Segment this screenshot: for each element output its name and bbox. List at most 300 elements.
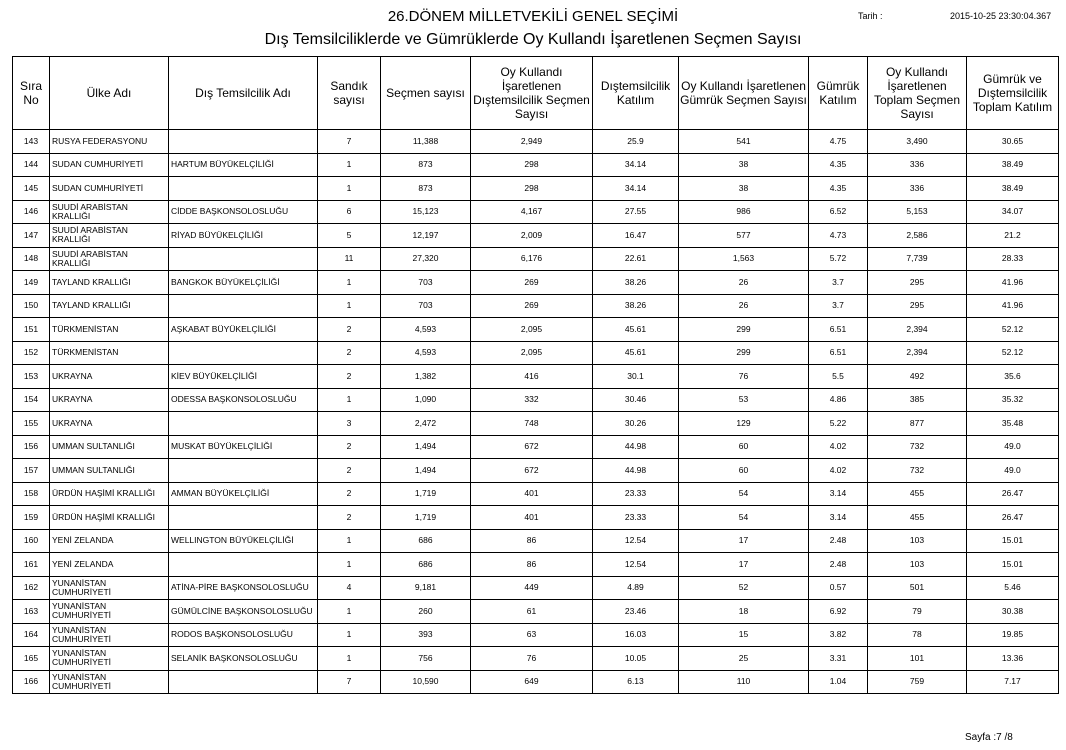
table-cell: 2,095	[471, 318, 593, 342]
table-cell: 873	[381, 177, 471, 201]
table-cell: 3.14	[809, 506, 868, 530]
table-cell: 1,563	[679, 247, 809, 271]
table-cell: 110	[679, 670, 809, 694]
table-row	[13, 388, 1059, 412]
table-cell: ÜRDÜN HAŞİMİ KRALLIĞI	[50, 506, 169, 530]
table-cell: 145	[13, 177, 50, 201]
table-cell: 27,320	[381, 247, 471, 271]
table-cell: 11,388	[381, 130, 471, 154]
table-cell: 5	[318, 224, 381, 248]
date-value: 2015-10-25 23:30:04.367	[950, 11, 1052, 21]
table-cell: 401	[471, 482, 593, 506]
table-cell: 748	[471, 412, 593, 436]
table-cell: SUUDİ ARABİSTAN KRALLIĞI	[50, 224, 169, 248]
table-cell: 2	[318, 365, 381, 389]
table-cell: 17	[679, 529, 809, 553]
table-cell: 7	[318, 130, 381, 154]
table-cell: 672	[471, 435, 593, 459]
table-cell	[169, 459, 318, 483]
table-cell: 164	[13, 623, 50, 647]
table-cell: 16.03	[593, 623, 679, 647]
table-row	[13, 247, 1059, 271]
table-cell: 5.5	[809, 365, 868, 389]
table-cell: 30.46	[593, 388, 679, 412]
table-cell: 4.02	[809, 459, 868, 483]
table-cell: 86	[471, 529, 593, 553]
table-cell: 1	[318, 177, 381, 201]
table-cell: 45.61	[593, 341, 679, 365]
table-cell: 159	[13, 506, 50, 530]
column-header: Sandık sayısı	[318, 57, 381, 130]
table-cell: YENİ ZELANDA	[50, 553, 169, 577]
column-header: Ülke Adı	[50, 57, 169, 130]
table-cell: 4.75	[809, 130, 868, 154]
table-cell: 732	[868, 459, 967, 483]
table-cell: 3.31	[809, 647, 868, 671]
table-cell: SUUDİ ARABİSTAN KRALLIĞI	[50, 247, 169, 271]
table-cell: 298	[471, 153, 593, 177]
column-header: Gümrük ve Dıştemsilcilik Toplam Katılım	[967, 57, 1059, 130]
table-cell	[169, 130, 318, 154]
table-cell: 3.14	[809, 482, 868, 506]
table-cell: TÜRKMENİSTAN	[50, 318, 169, 342]
table-cell: 60	[679, 459, 809, 483]
table-cell: 147	[13, 224, 50, 248]
table-cell: 154	[13, 388, 50, 412]
table-cell: 1,719	[381, 506, 471, 530]
table-cell: 1	[318, 153, 381, 177]
table-cell: UKRAYNA	[50, 365, 169, 389]
table-cell: 6	[318, 200, 381, 224]
table-cell: 53	[679, 388, 809, 412]
table-cell: 703	[381, 294, 471, 318]
table-cell: TAYLAND KRALLIĞI	[50, 271, 169, 295]
table-cell: ODESSA BAŞKONSOLOSLUĞU	[169, 388, 318, 412]
table-cell: 2.48	[809, 529, 868, 553]
table-cell: 295	[868, 294, 967, 318]
table-cell: 1,090	[381, 388, 471, 412]
table-row	[13, 271, 1059, 295]
table-cell: 148	[13, 247, 50, 271]
table-cell: 756	[381, 647, 471, 671]
table-cell: 34.14	[593, 153, 679, 177]
table-cell: 129	[679, 412, 809, 436]
table-cell: 4.86	[809, 388, 868, 412]
table-cell: AŞKABAT BÜYÜKELÇİLİĞİ	[169, 318, 318, 342]
table-cell: 2	[318, 506, 381, 530]
table-cell: 4.35	[809, 153, 868, 177]
table-cell: 1	[318, 294, 381, 318]
table-cell: 649	[471, 670, 593, 694]
table-cell: 269	[471, 271, 593, 295]
table-cell: 1,494	[381, 459, 471, 483]
table-cell: SELANİK BAŞKONSOLOSLUĞU	[169, 647, 318, 671]
table-cell: 2	[318, 435, 381, 459]
table-cell: 35.32	[967, 388, 1059, 412]
table-cell: CİDDE BAŞKONSOLOSLUĞU	[169, 200, 318, 224]
table-row	[13, 318, 1059, 342]
table-cell: 38	[679, 153, 809, 177]
column-header: Oy Kullandı İşaretlenen Dıştemsilcilik Seçmen Sayısı	[471, 57, 593, 130]
table-cell: 44.98	[593, 459, 679, 483]
table-cell: 2.48	[809, 553, 868, 577]
table-cell: 7,739	[868, 247, 967, 271]
table-row	[13, 200, 1059, 224]
table-row	[13, 670, 1059, 694]
table-cell: 3	[318, 412, 381, 436]
table-cell: RUSYA FEDERASYONU	[50, 130, 169, 154]
table-cell: 0.57	[809, 576, 868, 600]
table-cell: 2	[318, 318, 381, 342]
table-cell: 103	[868, 553, 967, 577]
table-cell: 332	[471, 388, 593, 412]
table-row	[13, 576, 1059, 600]
table-cell: YENİ ZELANDA	[50, 529, 169, 553]
table-cell: 13.36	[967, 647, 1059, 671]
table-cell: 45.61	[593, 318, 679, 342]
table-cell: 54	[679, 506, 809, 530]
table-cell: 18	[679, 600, 809, 624]
report-subtitle: Dış Temsilciliklerde ve Gümrüklerde Oy Kullandı İşaretlenen Seçmen Sayısı	[264, 31, 802, 48]
table-cell: 1	[318, 623, 381, 647]
table-cell: 38.26	[593, 271, 679, 295]
table-cell: 10,590	[381, 670, 471, 694]
column-header: Seçmen sayısı	[381, 57, 471, 130]
table-body	[13, 130, 1059, 694]
table-cell	[169, 670, 318, 694]
table-cell: 38.26	[593, 294, 679, 318]
table-cell: 686	[381, 529, 471, 553]
table-row	[13, 482, 1059, 506]
table-cell: 2,586	[868, 224, 967, 248]
table-cell: 34.14	[593, 177, 679, 201]
table-cell: 1.04	[809, 670, 868, 694]
table-cell: YUNANİSTAN CUMHURİYETİ	[50, 670, 169, 694]
table-cell: 7	[318, 670, 381, 694]
table-cell: 449	[471, 576, 593, 600]
results-table	[12, 56, 1059, 694]
table-row	[13, 647, 1059, 671]
table-cell: 79	[868, 600, 967, 624]
table-row	[13, 365, 1059, 389]
table-cell: 160	[13, 529, 50, 553]
table-cell: 27.55	[593, 200, 679, 224]
table-row	[13, 153, 1059, 177]
table-cell: 1	[318, 388, 381, 412]
table-cell: 5,153	[868, 200, 967, 224]
table-cell: 11	[318, 247, 381, 271]
table-cell: 52.12	[967, 318, 1059, 342]
table-row	[13, 600, 1059, 624]
table-cell: 23.33	[593, 482, 679, 506]
column-header: Dış Temsilcilik Adı	[169, 57, 318, 130]
table-row	[13, 435, 1059, 459]
table-cell: AMMAN BÜYÜKELÇİLİĞİ	[169, 482, 318, 506]
table-cell: 34.07	[967, 200, 1059, 224]
table-cell: 299	[679, 318, 809, 342]
table-cell: 52.12	[967, 341, 1059, 365]
table-cell: 161	[13, 553, 50, 577]
table-cell: 393	[381, 623, 471, 647]
table-cell: 7.17	[967, 670, 1059, 694]
table-cell: 4,167	[471, 200, 593, 224]
table-cell: 30.1	[593, 365, 679, 389]
table-cell: 1,494	[381, 435, 471, 459]
table-row	[13, 529, 1059, 553]
table-cell: 35.48	[967, 412, 1059, 436]
table-cell: 732	[868, 435, 967, 459]
table-cell: 4,593	[381, 341, 471, 365]
table-cell: 260	[381, 600, 471, 624]
table-cell: 166	[13, 670, 50, 694]
table-cell	[169, 341, 318, 365]
table-cell: 162	[13, 576, 50, 600]
table-cell: 12.54	[593, 553, 679, 577]
table-cell: 30.65	[967, 130, 1059, 154]
table-cell: 61	[471, 600, 593, 624]
table-cell: 155	[13, 412, 50, 436]
table-row	[13, 294, 1059, 318]
table-cell: 144	[13, 153, 50, 177]
table-cell: 103	[868, 529, 967, 553]
table-cell: YUNANİSTAN CUMHURİYETİ	[50, 647, 169, 671]
table-cell: 54	[679, 482, 809, 506]
table-cell: 35.6	[967, 365, 1059, 389]
table-cell: YUNANİSTAN CUMHURİYETİ	[50, 600, 169, 624]
table-cell: 9,181	[381, 576, 471, 600]
table-cell: 76	[679, 365, 809, 389]
table-row	[13, 553, 1059, 577]
table-cell: 6.13	[593, 670, 679, 694]
table-cell: 76	[471, 647, 593, 671]
table-cell: UMMAN SULTANLIĞI	[50, 459, 169, 483]
table-cell: 38	[679, 177, 809, 201]
table-cell: 686	[381, 553, 471, 577]
table-cell: 2,394	[868, 341, 967, 365]
table-cell: 703	[381, 271, 471, 295]
table-cell: 38.49	[967, 153, 1059, 177]
table-cell: SUUDİ ARABİSTAN KRALLIĞI	[50, 200, 169, 224]
table-cell	[169, 412, 318, 436]
table-cell: 1	[318, 553, 381, 577]
table-cell: 146	[13, 200, 50, 224]
table-cell: 28.33	[967, 247, 1059, 271]
table-cell: UKRAYNA	[50, 412, 169, 436]
table-cell	[169, 506, 318, 530]
table-row	[13, 224, 1059, 248]
table-header-row	[13, 57, 1059, 130]
table-cell	[169, 247, 318, 271]
table-cell: 165	[13, 647, 50, 671]
table-cell: 2,394	[868, 318, 967, 342]
table-cell: 41.96	[967, 294, 1059, 318]
table-cell: 6.51	[809, 341, 868, 365]
table-cell: 492	[868, 365, 967, 389]
table-cell: 17	[679, 553, 809, 577]
table-cell: 151	[13, 318, 50, 342]
table-cell: 21.2	[967, 224, 1059, 248]
table-cell: 1,719	[381, 482, 471, 506]
table-cell: 455	[868, 482, 967, 506]
table-cell: SUDAN CUMHURİYETİ	[50, 177, 169, 201]
table-cell: 22.61	[593, 247, 679, 271]
table-cell: 2	[318, 482, 381, 506]
table-cell: YUNANİSTAN CUMHURİYETİ	[50, 576, 169, 600]
table-row	[13, 130, 1059, 154]
table-cell: 877	[868, 412, 967, 436]
table-cell: 86	[471, 553, 593, 577]
table-cell: 873	[381, 153, 471, 177]
table-cell: 38.49	[967, 177, 1059, 201]
table-cell: 1,382	[381, 365, 471, 389]
table-cell: 6.52	[809, 200, 868, 224]
table-cell: 5.22	[809, 412, 868, 436]
table-cell: 1	[318, 271, 381, 295]
table-cell: 2,949	[471, 130, 593, 154]
table-cell: 49.0	[967, 435, 1059, 459]
table-cell: KİEV BÜYÜKELÇİLİĞİ	[169, 365, 318, 389]
table-cell: 759	[868, 670, 967, 694]
table-cell: UMMAN SULTANLIĞI	[50, 435, 169, 459]
table-cell: WELLINGTON BÜYÜKELÇİLİĞİ	[169, 529, 318, 553]
table-cell: 26.47	[967, 482, 1059, 506]
table-cell: 6.92	[809, 600, 868, 624]
table-cell: HARTUM BÜYÜKELÇİLİĞİ	[169, 153, 318, 177]
table-cell: 2,095	[471, 341, 593, 365]
table-cell: TAYLAND KRALLIĞI	[50, 294, 169, 318]
table-cell: 541	[679, 130, 809, 154]
table-cell: 78	[868, 623, 967, 647]
table-cell: 416	[471, 365, 593, 389]
table-cell: 30.38	[967, 600, 1059, 624]
column-header: Oy Kullandı İşaretlenen Gümrük Seçmen Sayısı	[679, 57, 809, 130]
table-cell: 336	[868, 177, 967, 201]
table-cell	[169, 177, 318, 201]
table-cell: 4.02	[809, 435, 868, 459]
table-cell: 2,009	[471, 224, 593, 248]
table-cell: 10.05	[593, 647, 679, 671]
table-cell: 163	[13, 600, 50, 624]
table-cell: 25	[679, 647, 809, 671]
table-row	[13, 177, 1059, 201]
table-cell: 4.89	[593, 576, 679, 600]
table-cell: 672	[471, 459, 593, 483]
table-cell: 15	[679, 623, 809, 647]
table-cell: 6,176	[471, 247, 593, 271]
table-cell: 26	[679, 271, 809, 295]
table-cell: 1	[318, 647, 381, 671]
table-cell: 4.73	[809, 224, 868, 248]
table-cell: 4,593	[381, 318, 471, 342]
table-cell: 41.96	[967, 271, 1059, 295]
table-cell: RODOS BAŞKONSOLOSLUĞU	[169, 623, 318, 647]
table-cell	[169, 294, 318, 318]
table-cell	[169, 553, 318, 577]
table-cell: 63	[471, 623, 593, 647]
table-cell: ATİNA-PİRE BAŞKONSOLOSLUĞU	[169, 576, 318, 600]
column-header: Gümrük Katılım	[809, 57, 868, 130]
table-cell: 336	[868, 153, 967, 177]
table-cell: 4	[318, 576, 381, 600]
table-cell: 52	[679, 576, 809, 600]
table-cell: 23.33	[593, 506, 679, 530]
table-cell: 2	[318, 459, 381, 483]
table-row	[13, 412, 1059, 436]
date-label: Tarih :	[858, 11, 883, 21]
table-cell: 150	[13, 294, 50, 318]
table-cell: 2,472	[381, 412, 471, 436]
table-cell: YUNANİSTAN CUMHURİYETİ	[50, 623, 169, 647]
table-cell: 101	[868, 647, 967, 671]
table-cell: 298	[471, 177, 593, 201]
report-title: 26.DÖNEM MİLLETVEKİLİ GENEL SEÇİMİ	[387, 8, 679, 25]
table-cell: 299	[679, 341, 809, 365]
table-cell: 986	[679, 200, 809, 224]
table-cell: 269	[471, 294, 593, 318]
table-cell: TÜRKMENİSTAN	[50, 341, 169, 365]
table-cell: SUDAN CUMHURİYETİ	[50, 153, 169, 177]
table-cell: 12,197	[381, 224, 471, 248]
table-cell: 143	[13, 130, 50, 154]
table-cell: 158	[13, 482, 50, 506]
table-cell: 2	[318, 341, 381, 365]
table-cell: 4.35	[809, 177, 868, 201]
table-cell: 455	[868, 506, 967, 530]
table-cell: 501	[868, 576, 967, 600]
table-cell: GÜMÜLCİNE BAŞKONSOLOSLUĞU	[169, 600, 318, 624]
table-cell: 15.01	[967, 553, 1059, 577]
table-cell: RİYAD BÜYÜKELÇİLİĞİ	[169, 224, 318, 248]
table-cell: ÜRDÜN HAŞİMİ KRALLIĞI	[50, 482, 169, 506]
table-cell: 153	[13, 365, 50, 389]
table-cell: UKRAYNA	[50, 388, 169, 412]
table-cell: 26	[679, 294, 809, 318]
table-cell: 3.7	[809, 294, 868, 318]
table-cell: 156	[13, 435, 50, 459]
table-cell: 49.0	[967, 459, 1059, 483]
table-cell: 60	[679, 435, 809, 459]
table-row	[13, 341, 1059, 365]
table-cell: 5.46	[967, 576, 1059, 600]
table-cell: 44.98	[593, 435, 679, 459]
table-cell: 157	[13, 459, 50, 483]
table-cell: 12.54	[593, 529, 679, 553]
column-header: Sıra No	[13, 57, 50, 130]
table-cell: MUSKAT BÜYÜKELÇİLİĞİ	[169, 435, 318, 459]
table-row	[13, 623, 1059, 647]
table-cell: 295	[868, 271, 967, 295]
table-cell: 26.47	[967, 506, 1059, 530]
table-cell: 25.9	[593, 130, 679, 154]
table-cell: 385	[868, 388, 967, 412]
column-header: Oy Kullandı İşaretlenen Toplam Seçmen Sayısı	[868, 57, 967, 130]
column-header: Dıştemsilcilik Katılım	[593, 57, 679, 130]
table-cell: 401	[471, 506, 593, 530]
table-cell: 23.46	[593, 600, 679, 624]
table-cell: 152	[13, 341, 50, 365]
table-row	[13, 506, 1059, 530]
table-row	[13, 459, 1059, 483]
table-cell: 149	[13, 271, 50, 295]
table-cell: 6.51	[809, 318, 868, 342]
table-cell: 1	[318, 529, 381, 553]
table-cell: 30.26	[593, 412, 679, 436]
table-cell: 16.47	[593, 224, 679, 248]
table-cell: 15.01	[967, 529, 1059, 553]
table-cell: 3.7	[809, 271, 868, 295]
table-cell: 3.82	[809, 623, 868, 647]
table-cell: 577	[679, 224, 809, 248]
